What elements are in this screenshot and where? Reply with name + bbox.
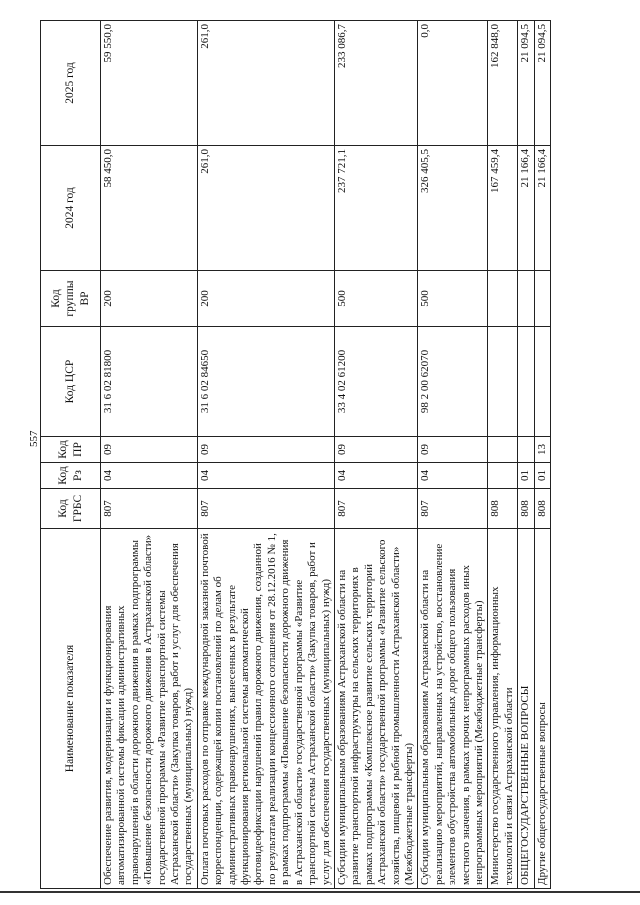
row-vr — [534, 271, 550, 327]
header-pr: Код ПР — [41, 437, 101, 463]
row-csr — [534, 327, 550, 437]
table-row — [418, 21, 488, 889]
row-vr — [488, 271, 518, 327]
row-vr: 500 — [418, 271, 488, 327]
row-grbs: 808 — [534, 489, 550, 529]
scan-edge-line — [0, 891, 640, 893]
header-rz: Код Рз — [41, 463, 101, 489]
row-name: Обеспечение развития, модернизации и функционирования автоматизированной системы фиксации административных правонарушений в области дорожного движения в рамках подпрограммы «Повышение безопасности дорожного движения в Астраханской области» государственной программы «Развитие транспортной системы Астраханской области» (Закупка товаров, работ и услуг для обеспечения государственных (муниципальных) нужд) — [101, 529, 198, 889]
row-amount-2024: 21 166,4 — [518, 146, 534, 271]
row-csr: 98 2 00 62070 — [418, 327, 488, 437]
row-vr: 500 — [334, 271, 417, 327]
row-amount-2024: 237 721,1 — [334, 146, 417, 271]
row-csr: 31 6 02 81800 — [101, 327, 198, 437]
row-csr: 31 6 02 84650 — [197, 327, 334, 437]
header-vr: Код группы ВР — [41, 271, 101, 327]
row-name: Министерство государственного управления, информационных технологий и связи Астраханской области — [488, 529, 518, 889]
row-vr: 200 — [101, 271, 198, 327]
row-name: Оплата почтовых расходов по отправке международной заказной почтовой корреспонденции, содержащей копии постановлений по делам об административных правонарушениях, вынесенных в результате функционирования региональной системы автоматической фотовидеофиксации нарушений правил дорожного движения, созданной по результатам реализации концессионного соглашения от 28.12.2016 № 1, в рамках подпрограммы «Повышение безопасности дорожного движения в Астраханской области» государственной программы «Развитие транспортной системы Астраханской области» (Закупка товаров, работ и услуг для обеспечения государственных (муниципальных) нужд) — [197, 529, 334, 889]
table-row — [101, 21, 198, 889]
row-name: Другие общегосударственные вопросы — [534, 529, 550, 889]
row-pr: 13 — [534, 437, 550, 463]
row-amount-2025: 21 094,5 — [534, 21, 550, 146]
budget-table — [40, 20, 551, 889]
table-row — [334, 21, 417, 889]
row-amount-2025: 21 094,5 — [518, 21, 534, 146]
row-rz: 04 — [101, 463, 198, 489]
table-row — [534, 21, 550, 889]
row-pr: 09 — [101, 437, 198, 463]
page-number: 557 — [28, 430, 40, 447]
row-grbs: 808 — [518, 489, 534, 529]
row-rz: 04 — [418, 463, 488, 489]
table-row — [197, 21, 334, 889]
row-csr — [518, 327, 534, 437]
row-pr: 09 — [334, 437, 417, 463]
row-amount-2025: 261,0 — [197, 21, 334, 146]
row-amount-2025: 0,0 — [418, 21, 488, 146]
header-2024: 2024 год — [41, 146, 101, 271]
row-grbs: 807 — [101, 489, 198, 529]
row-name: Субсидии муниципальным образованиям Астраханской области на развитие транспортной инфраструктуры на сельских территориях в рамках подпрограммы «Комплексное развитие сельских территорий Астраханской области» государственной программы «Развитие сельского хозяйства, пищевой и рыбной промышленности Астраханской области» (Межбюджетные трансферты) — [334, 529, 417, 889]
row-amount-2024: 261,0 — [197, 146, 334, 271]
header-grbs: Код ГРБС — [41, 489, 101, 529]
row-amount-2024: 167 459,4 — [488, 146, 518, 271]
table-row — [518, 21, 534, 889]
row-pr — [488, 437, 518, 463]
row-grbs: 807 — [418, 489, 488, 529]
row-name: ОБЩЕГОСУДАРСТВЕННЫЕ ВОПРОСЫ — [518, 529, 534, 889]
row-pr: 09 — [197, 437, 334, 463]
row-rz: 01 — [518, 463, 534, 489]
row-csr: 33 4 02 61200 — [334, 327, 417, 437]
row-grbs: 807 — [334, 489, 417, 529]
header-name: Наименование показателя — [41, 529, 101, 889]
table-header-row — [41, 21, 101, 889]
row-pr — [518, 437, 534, 463]
row-rz: 04 — [334, 463, 417, 489]
row-rz: 01 — [534, 463, 550, 489]
row-rz — [488, 463, 518, 489]
row-amount-2025: 162 848,0 — [488, 21, 518, 146]
row-amount-2024: 326 405,5 — [418, 146, 488, 271]
row-amount-2025: 233 086,7 — [334, 21, 417, 146]
row-name: Субсидии муниципальным образованиям Астраханской области на реализацию мероприятий, направленных на устройство, восстановление элементов обустройства автомобильных дорог общего пользования местного значения, в рамках прочих непрограммных расходов иных непрограммных мероприятий (Межбюджетные трансферты) — [418, 529, 488, 889]
table-row — [488, 21, 518, 889]
row-grbs: 808 — [488, 489, 518, 529]
header-2025: 2025 год — [41, 21, 101, 146]
row-amount-2024: 21 166,4 — [534, 146, 550, 271]
row-grbs: 807 — [197, 489, 334, 529]
row-pr: 09 — [418, 437, 488, 463]
row-amount-2024: 58 450,0 — [101, 146, 198, 271]
row-rz: 04 — [197, 463, 334, 489]
row-csr — [488, 327, 518, 437]
row-vr — [518, 271, 534, 327]
header-csr: Код ЦСР — [41, 327, 101, 437]
row-amount-2025: 59 550,0 — [101, 21, 198, 146]
row-vr: 200 — [197, 271, 334, 327]
